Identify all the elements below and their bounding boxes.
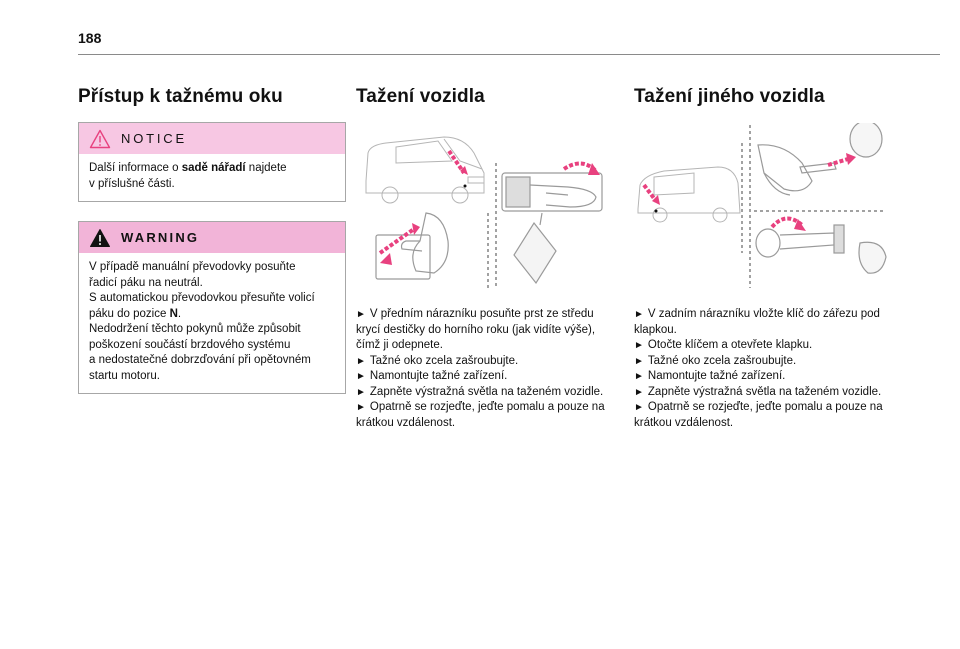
bullet-arrow-icon: ►	[634, 386, 644, 398]
step-text: Zapněte výstražná světla na taženém vozidle.	[369, 385, 604, 398]
step-item	[356, 385, 611, 401]
column-middle	[356, 80, 611, 431]
warning-line: poškození součástí brzdového systému	[89, 338, 291, 351]
warning-line: V případě manuální převodovky posuňte	[89, 261, 296, 273]
notice-text-part: Další informace o	[89, 162, 182, 174]
step-text: Opatrně se rozjeďte, jeďte pomalu a pouze na krátkou vzdálenost.	[634, 401, 883, 429]
bullet-arrow-icon: ►	[356, 309, 366, 320]
bullet-arrow-icon: ►	[356, 371, 366, 382]
warning-line: S automatickou převodovkou přesuňte volicí	[89, 292, 315, 304]
warning-text	[79, 253, 345, 393]
warning-line: páku do pozice	[89, 307, 170, 320]
page-number: 188	[78, 30, 102, 46]
warning-line: řadicí páku na neutrál.	[89, 276, 203, 289]
warning-box	[78, 221, 346, 394]
bullet-arrow-icon: ►	[634, 402, 644, 413]
step-item	[634, 307, 892, 338]
front-tow-eye-illustration	[356, 123, 606, 293]
warning-header	[79, 222, 345, 253]
gear-position-n: N	[169, 307, 178, 320]
towing-steps	[356, 307, 611, 431]
step-item	[634, 400, 892, 431]
warning-label: WARNING	[121, 230, 200, 245]
step-text: V předním nárazníku posuňte prst ze středu krycí destičky do horního roku (jak vidíte výše), čímž ji odepnete.	[356, 308, 596, 351]
step-item	[356, 354, 611, 370]
warning-triangle-icon	[89, 129, 111, 149]
step-item	[634, 354, 892, 370]
column-right	[634, 80, 892, 431]
notice-text-line: v příslušné části.	[89, 177, 175, 190]
warning-line: Nedodržení těchto pokynů může způsobit	[89, 323, 301, 335]
towing-other-steps	[634, 307, 892, 431]
step-item	[634, 385, 892, 401]
step-item	[634, 338, 892, 354]
notice-header	[79, 123, 345, 154]
step-text: Zapněte výstražná světla na taženém vozidle.	[647, 385, 882, 398]
section-title-towing: Tažení vozidla	[356, 86, 485, 107]
notice-box	[78, 122, 346, 202]
section-title-towing-other: Tažení jiného vozidla	[634, 86, 825, 107]
rear-tow-eye-illustration	[634, 123, 890, 293]
notice-text-part: najdete	[245, 162, 287, 174]
tow-eye-drawing	[756, 225, 886, 273]
notice-text	[79, 154, 345, 201]
bullet-arrow-icon: ►	[634, 340, 644, 351]
warning-triangle-icon	[89, 228, 111, 248]
step-text: Otočte klíčem a otevřete klapku.	[647, 339, 813, 351]
warning-line: .	[177, 307, 182, 320]
bullet-arrow-icon: ►	[634, 309, 644, 320]
step-item	[356, 400, 611, 431]
step-text: Tažné oko zcela zašroubujte.	[647, 354, 797, 367]
step-item	[356, 307, 611, 354]
step-text: Tažné oko zcela zašroubujte.	[369, 354, 519, 367]
towing-other-illustration	[634, 123, 892, 293]
top-divider	[78, 54, 940, 55]
warning-line: startu motoru.	[89, 369, 160, 382]
column-left	[78, 80, 346, 394]
bullet-arrow-icon: ►	[356, 402, 366, 413]
warning-line: a nedostatečné dobrzďování při opětovném	[89, 354, 311, 366]
tow-eye-drawing	[502, 173, 602, 283]
notice-label: NOTICE	[121, 131, 187, 146]
hand-key-drawing	[758, 123, 882, 195]
notice-text-bold: sadě nářadí	[181, 162, 246, 174]
step-item	[356, 369, 611, 385]
step-text: Opatrně se rozjeďte, jeďte pomalu a pouze na krátkou vzdálenost.	[356, 401, 605, 429]
step-text: V zadním nárazníku vložte klíč do zářezu pod klapkou.	[634, 308, 880, 336]
step-item	[634, 369, 892, 385]
towing-illustration	[356, 123, 611, 293]
bullet-arrow-icon: ►	[356, 386, 366, 398]
section-title-access: Přístup k tažnému oku	[78, 86, 283, 107]
bullet-arrow-icon: ►	[634, 371, 644, 382]
step-text: Namontujte tažné zařízení.	[369, 370, 508, 382]
bullet-arrow-icon: ►	[634, 355, 644, 367]
step-text: Namontujte tažné zařízení.	[647, 370, 786, 382]
bullet-arrow-icon: ►	[356, 355, 366, 367]
